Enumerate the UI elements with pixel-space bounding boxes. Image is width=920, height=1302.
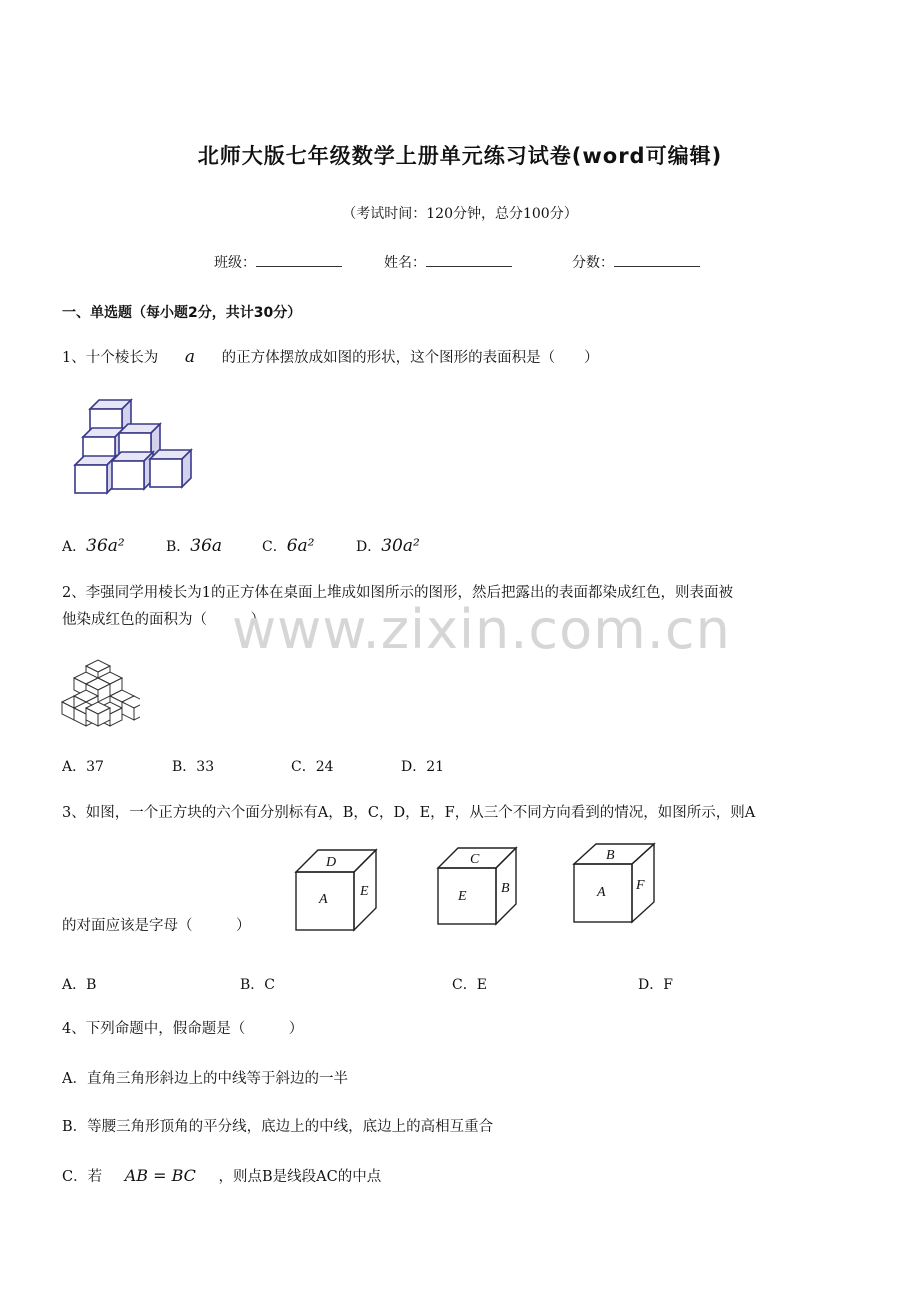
q2-option-b[interactable]: B．33 [172, 759, 215, 775]
q3-cube-views-figure [290, 842, 670, 937]
q3-options [62, 974, 702, 994]
q4-option-b[interactable]: B．等腰三角形顶角的平分线，底边上的中线，底边上的高相互重合 [62, 1119, 494, 1135]
cube1-top-label: D [326, 855, 337, 870]
cube1-front-label: A [319, 892, 328, 907]
q4-option-c-math: AB = BC [124, 1166, 196, 1185]
q1-option-a[interactable]: A．36a² [62, 536, 125, 556]
q3-option-a[interactable]: A．B [62, 977, 97, 993]
q1-variable: a [184, 347, 195, 367]
q3-option-d[interactable]: D．F [638, 977, 673, 993]
q2-line-1: 2、李强同学用棱长为1的正方体在桌面上堆成如图所示的图形，然后把露出的表面都染成红色，则表面被 [62, 585, 733, 601]
cube3-top-label: B [606, 848, 615, 863]
exam-info: （考试时间：120分钟，总分100分） [342, 206, 578, 222]
q2-option-c[interactable]: C．24 [291, 759, 334, 775]
cube-view-2 [438, 848, 516, 924]
cube3-front-label: A [597, 885, 606, 900]
cube2-top-label: C [470, 852, 480, 867]
score-blank[interactable] [614, 252, 700, 267]
question-1-stem [62, 344, 599, 372]
page-title: 北师大版七年级数学上册单元练习试卷(word可编辑) [197, 144, 723, 168]
cube2-front-label: E [458, 889, 467, 904]
q1-options [62, 536, 482, 556]
name-blank[interactable] [426, 252, 512, 267]
score-field [572, 252, 700, 272]
q4-option-a[interactable]: A．直角三角形斜边上的中线等于斜边的一半 [62, 1071, 348, 1087]
q4-option-c-pre: C．若 [62, 1169, 103, 1185]
class-field [214, 252, 342, 272]
watermark: www.zixin.com.cn [232, 598, 731, 661]
cube3-side-label: F [636, 878, 645, 893]
cube2-side-label: B [501, 881, 510, 896]
q2-stepped-cubes-figure [60, 658, 140, 728]
name-field [384, 252, 512, 272]
q3-line-2: 的对面应该是字母（ ） [62, 918, 251, 934]
q3-option-b[interactable]: B．C [240, 977, 275, 993]
class-blank[interactable] [256, 252, 342, 267]
q1-cube-stack-figure [70, 398, 196, 498]
question-4-stem: 4、下列命题中，假命题是（ ） [62, 1021, 304, 1037]
score-label: 分数： [572, 255, 614, 271]
q3-line-1: 3、如图，一个正方块的六个面分别标有A，B，C，D，E，F，从三个不同方向看到的情况，如图所示，则A [62, 805, 756, 821]
q1-option-c[interactable]: C．6a² [262, 536, 315, 556]
class-label: 班级： [214, 255, 256, 271]
q2-option-a[interactable]: A．37 [62, 759, 104, 775]
cube-view-3 [574, 844, 654, 922]
q1-text-pre: 1、十个棱长为 [62, 350, 159, 366]
q1-option-b[interactable]: B．36a [166, 536, 223, 556]
q1-text-post: 的正方体摆放成如图的形状，这个图形的表面积是（ ） [221, 350, 599, 366]
q1-option-d[interactable]: D．30a² [356, 536, 420, 556]
q3-option-c[interactable]: C．E [452, 977, 487, 993]
q2-option-d[interactable]: D．21 [401, 759, 445, 775]
q4-option-c-post: ，则点B是线段AC的中点 [218, 1169, 382, 1185]
name-label: 姓名： [384, 255, 426, 271]
q4-option-c[interactable] [62, 1162, 381, 1191]
q2-options [62, 756, 482, 776]
cube1-side-label: E [360, 884, 369, 899]
cube-view-1 [296, 850, 376, 930]
section-heading: 一、单选题（每小题2分，共计30分） [62, 305, 302, 321]
q2-line-2: 他染成红色的面积为（ ） [62, 612, 265, 628]
